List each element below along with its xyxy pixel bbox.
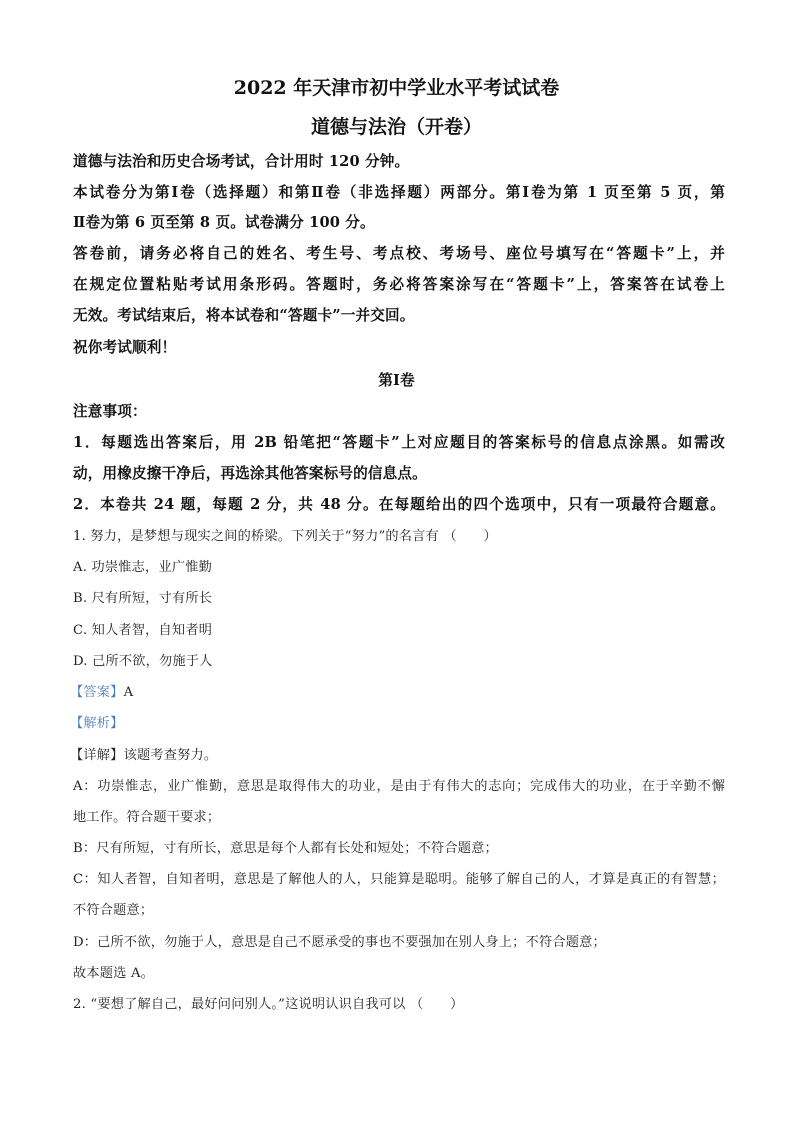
analysis-label: 【解析】 xyxy=(70,716,124,731)
explanation-line-3: B：尺有所短，寸有所长，意思是每个人都有长处和短处；不符合题意； xyxy=(73,841,498,856)
question-1-option-c: C. 知人者智，自知者明 xyxy=(73,623,213,638)
notice-line-2: 动，用橡皮擦干净后，再选涂其他答案标号的信息点。 xyxy=(73,465,427,482)
document-subtitle: 道德与法治（开卷） xyxy=(310,116,482,138)
answer-value: A xyxy=(123,685,134,700)
question-2-stem: 2. “要想了解自己，最好问问别人。”这说明认识自我可以 （ ） xyxy=(73,997,464,1012)
explanation-line-6: D：己所不欲，勿施于人，意思是自己不愿承受的事也不要强加在别人身上；不符合题意； xyxy=(73,935,606,950)
section-title: 第Ⅰ卷 xyxy=(378,372,415,389)
intro-line-1: 道德与法治和历史合场考试，合计用时 120 分钟。 xyxy=(73,153,410,170)
detail-intro: 该题考查努力。 xyxy=(123,748,218,763)
question-1-option-d: D. 己所不欲，勿施于人 xyxy=(73,654,213,669)
question-1-stem: 1. 努力，是梦想与现实之间的桥梁。下列关于“努力”的名言有 （ ） xyxy=(73,529,497,544)
document-title: 2022 年天津市初中学业水平考试试卷 xyxy=(233,77,560,99)
intro-line-4: 答卷前，请务必将自己的姓名、考生号、考点校、考场号、座位号填写在“答题卡”上，并 xyxy=(73,245,725,262)
intro-line-7: 祝你考试顺利！ xyxy=(73,339,177,356)
intro-line-5: 在规定位置粘贴考试用条形码。答题时，务必将答案涂写在“答题卡”上，答案答在试卷上 xyxy=(73,276,725,293)
answer-label: 【答案】 xyxy=(70,685,124,700)
notice-heading: 注意事项： xyxy=(73,403,147,420)
explanation-line-4: C：知人者智，自知者明，意思是了解他人的人，只能算是聪明。能够了解自己的人，才算是真正的有智慧； xyxy=(73,872,725,887)
explanation-line-2: 地工作。符合题干要求； xyxy=(73,810,221,825)
detail-label: 【详解】 xyxy=(70,748,124,763)
intro-line-2: 本试卷分为第Ⅰ卷（选择题）和第Ⅱ卷（非选择题）两部分。第Ⅰ卷为第 1 页至第 5 页，第 xyxy=(73,184,725,201)
explanation-line-7: 故本题选 A。 xyxy=(73,966,155,981)
explanation-line-1: A：功崇惟志，业广惟勤，意思是取得伟大的功业，是由于有伟大的志向；完成伟大的功业，在于辛勤不懈 xyxy=(73,779,725,794)
notice-line-3: 2．本卷共 24 题，每题 2 分，共 48 分。在每题给出的四个选项中，只有一项最符合题意。 xyxy=(73,496,725,513)
notice-line-1: 1．每题选出答案后，用 2B 铅笔把“答题卡”上对应题目的答案标号的信息点涂黑。如需改 xyxy=(73,434,725,451)
intro-line-6: 无效。考试结束后，将本试卷和“答题卡”一并交回。 xyxy=(73,307,415,324)
explanation-line-5: 不符合题意； xyxy=(73,903,154,918)
question-1-option-b: B. 尺有所短，寸有所长 xyxy=(73,591,213,606)
answer-row xyxy=(70,681,722,700)
detail-row xyxy=(70,744,722,763)
intro-line-3: Ⅱ卷为第 6 页至第 8 页。试卷满分 100 分。 xyxy=(73,214,375,231)
question-1-option-a: A. 功崇惟志，业广惟勤 xyxy=(73,560,212,575)
